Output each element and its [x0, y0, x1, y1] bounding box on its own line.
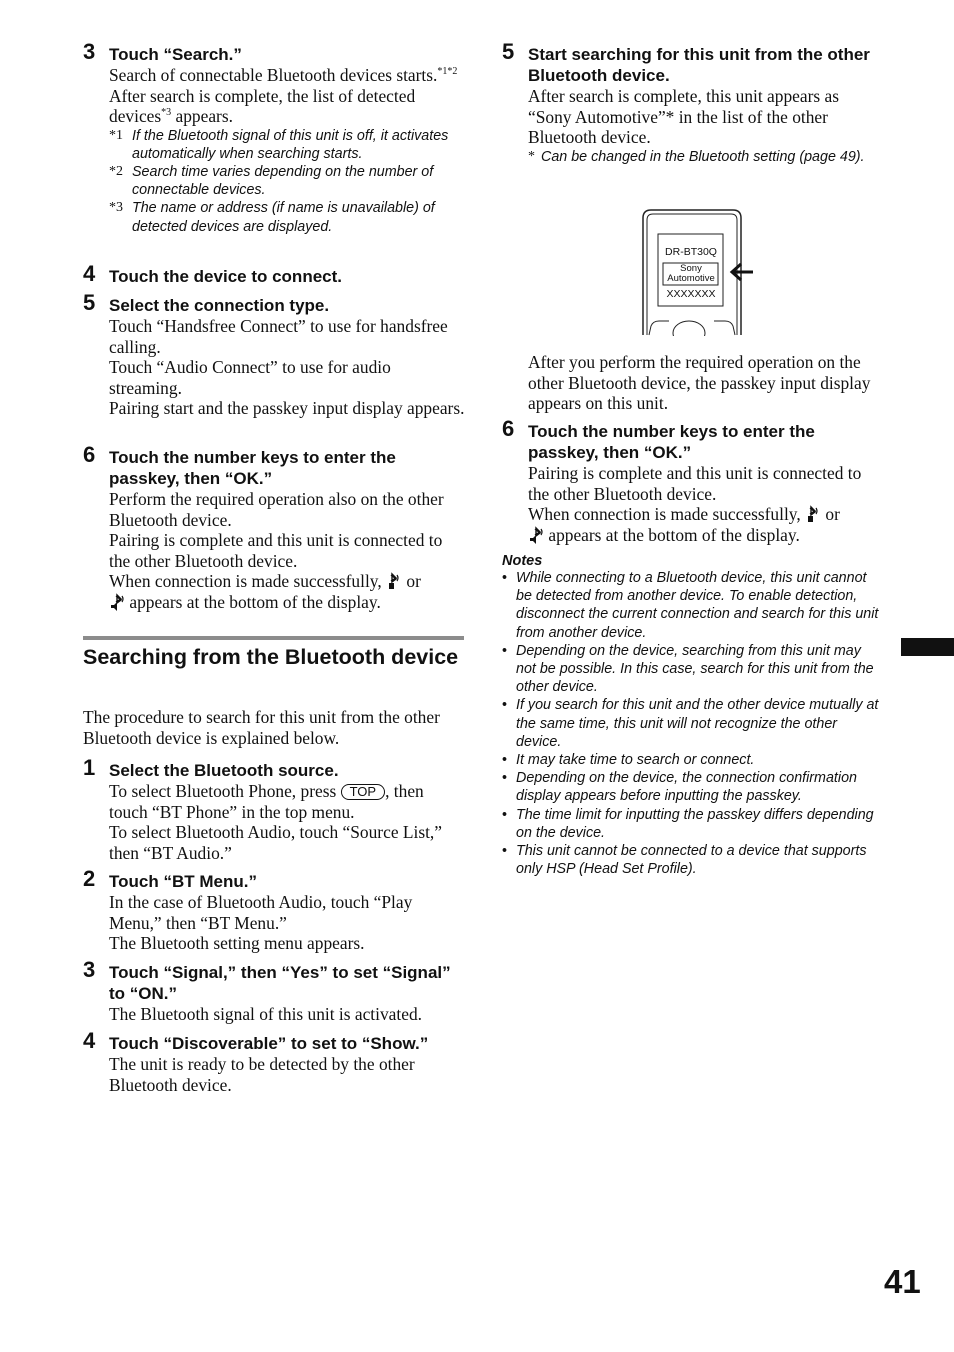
step-heading: Touch “Search.” — [109, 45, 242, 64]
phone-device-name: DR-BT30Q — [665, 246, 717, 258]
notes-list — [502, 569, 884, 878]
step-heading: Touch the number keys to enter the passkey, then “OK.” — [528, 422, 815, 462]
step-text: In the case of Bluetooth Audio, touch “Play Menu,” then “BT Menu.” — [109, 892, 413, 933]
step-heading: Touch “BT Menu.” — [109, 872, 257, 891]
step-6-passkey — [83, 442, 465, 612]
step-4-touch-device — [83, 261, 465, 287]
step-heading: Touch the device to connect. — [109, 267, 342, 286]
step-heading: Select the connection type. — [109, 296, 330, 315]
step-text: The Bluetooth signal of this unit is activated. — [109, 1004, 422, 1024]
section-rule — [83, 636, 464, 640]
step-body — [109, 316, 465, 419]
footnote-ref: *3 — [161, 107, 172, 119]
footnote: *2 Search time varies depending on the number of connectable devices. — [109, 163, 434, 199]
step-text: Search of connectable Bluetooth devices starts. — [109, 65, 438, 85]
bluetooth-phone-icon — [805, 505, 821, 523]
step-body — [109, 892, 465, 954]
step-number: 4 — [83, 261, 96, 286]
phone-illustration — [641, 208, 766, 336]
step-number: 6 — [83, 442, 96, 467]
step-body: To select Bluetooth Phone, press TOP , then touch “BT Phone” in the top menu. To select Bluetooth Audio, touch “Source List,” then “BT Audio.” — [109, 781, 465, 863]
step-text: The unit is ready to be detected by the other Bluetooth device. — [109, 1054, 415, 1095]
bluetooth-audio-icon — [109, 593, 125, 611]
note-item: • If you search for this unit and the other device mutually at the same time, this unit will not recognize the other device. — [502, 696, 884, 751]
step-5-connection-type — [83, 290, 465, 419]
step-heading: Select the Bluetooth source. — [109, 761, 339, 780]
step-heading: Touch “Signal,” then “Yes” to set “Signal” to “ON.” — [109, 963, 451, 1003]
step-number: 5 — [83, 290, 96, 315]
note-item: • While connecting to a Bluetooth device, this unit cannot be detected from another device. To enable detection, disconnect the current connection and search for this unit from another device. — [502, 569, 884, 642]
phone-list-selected: Sony Automotive — [667, 263, 715, 284]
step-number: 4 — [83, 1028, 96, 1053]
footnote: *1 If the Bluetooth signal of this unit is off, it activates automatically when searching starts. — [109, 127, 449, 162]
step-text: Pairing is complete and this unit is connected to the other Bluetooth device. — [528, 463, 862, 504]
step-body: Perform the required operation also on the other Bluetooth device. Pairing is complete and this unit is connected to the other Bluetooth device. When connection is made successfully, or appears at the bottom of the display. — [109, 489, 465, 612]
chapter-tab — [901, 638, 954, 656]
step-number: 6 — [502, 416, 515, 441]
step-text: After you perform the required operation on the other Bluetooth device, the passkey input display appears on this unit. — [528, 352, 871, 413]
section-title: Searching from the Bluetooth device — [83, 645, 459, 669]
footnotes — [109, 127, 465, 236]
step-text: appears. — [171, 106, 233, 126]
step-number: 3 — [83, 957, 96, 982]
step-text: After search is complete, this unit appears as “Sony Automotive”* in the list of the other Bluetooth device. — [528, 86, 839, 147]
step-text: After search is complete, the list of detected devices — [109, 85, 416, 126]
step-body — [109, 65, 465, 236]
footnote: *3 The name or address (if name is unavailable) of detected devices are displayed. — [109, 200, 435, 235]
note-item: • It may take time to search or connect. — [502, 751, 884, 769]
step-5-search-from-device — [502, 39, 884, 166]
note-item: • Depending on the device, searching from this unit may not be possible. In this case, search for this unit from the other device. — [502, 642, 884, 697]
step-number: 2 — [83, 866, 96, 891]
notes — [502, 553, 884, 878]
step-text: Perform the required operation also on the other Bluetooth device. — [109, 489, 444, 530]
step-3-signal — [83, 957, 465, 1025]
step-text: Touch “Handsfree Connect” to use for handsfree calling. — [109, 316, 448, 357]
step-body — [528, 86, 884, 166]
note-item: • This unit cannot be connected to a device that supports only HSP (Head Set Profile). — [502, 842, 884, 878]
step-heading: Start searching for this unit from the other Bluetooth device. — [528, 45, 870, 85]
step-body: Pairing is complete and this unit is connected to the other Bluetooth device. When connection is made successfully, or appears at the bottom of the display. — [528, 463, 884, 545]
step-6-passkey — [502, 416, 884, 545]
step-3-search — [83, 39, 465, 236]
step-text: To select Bluetooth Audio, touch “Source List,” then “BT Audio.” — [109, 822, 443, 863]
step-text: Pairing start and the passkey input display appears. — [109, 398, 465, 418]
step-heading: Touch the number keys to enter the passkey, then “OK.” — [109, 448, 396, 488]
step-text: The Bluetooth setting menu appears. — [109, 933, 365, 953]
bluetooth-audio-icon — [528, 526, 544, 544]
notes-title: Notes — [502, 553, 543, 569]
footnote: * Can be changed in the Bluetooth setting (page 49). — [528, 148, 865, 165]
section-intro: The procedure to search for this unit from the other Bluetooth device is explained below. — [83, 707, 440, 748]
footnote-ref: *1*2 — [437, 66, 458, 78]
step-text: Pairing is complete and this unit is connected to the other Bluetooth device. — [109, 530, 443, 571]
step-1-select-source — [83, 755, 465, 863]
step-number: 5 — [502, 39, 515, 64]
note-item: • The time limit for inputting the passkey differs depending on the device. — [502, 806, 884, 842]
step-heading: Touch “Discoverable” to set to “Show.” — [109, 1034, 429, 1053]
step-number: 1 — [83, 755, 96, 780]
step-number: 3 — [83, 39, 96, 64]
step-4-discoverable — [83, 1028, 465, 1095]
step-text: Touch “Audio Connect” to use for audio streaming. — [109, 357, 391, 398]
phone-list-item: XXXXXXX — [666, 288, 716, 300]
bluetooth-phone-icon — [386, 572, 402, 590]
page-number: 41 — [884, 1263, 921, 1300]
step-2-bt-menu — [83, 866, 465, 954]
note-item: • Depending on the device, the connection confirmation display appears before inputting the passkey. — [502, 769, 884, 805]
top-button[interactable]: TOP — [341, 784, 386, 800]
